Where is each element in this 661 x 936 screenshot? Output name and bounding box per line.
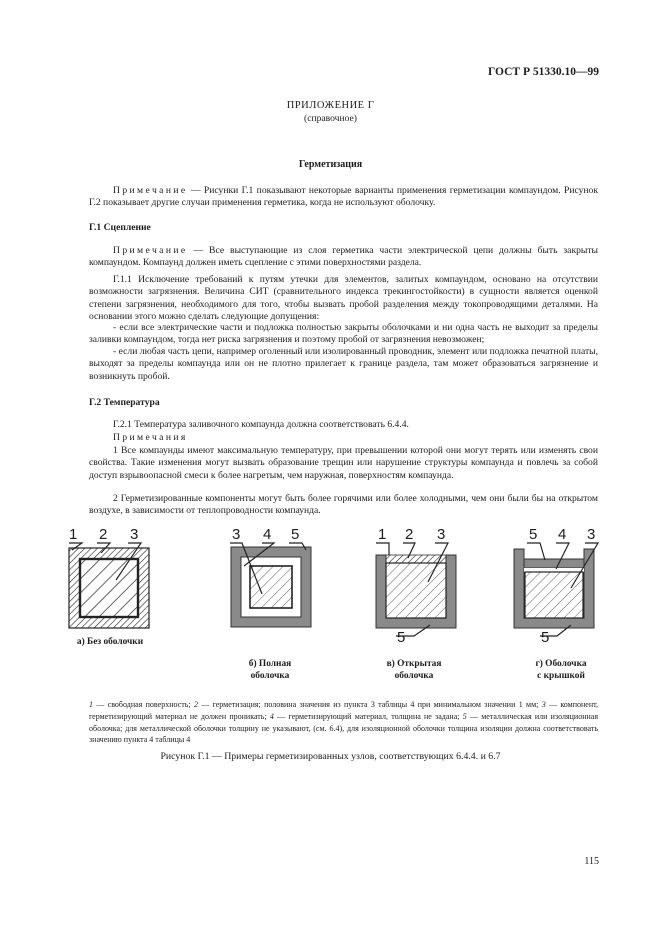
g1-note-text: — Все выступающие из слоя герметика части электрической цепи должны быть закрыты компаундом. Компаунд должен иметь сцепление с этими поверхностями раздела.	[89, 245, 598, 269]
figure-d-label-5: 5	[529, 526, 538, 543]
g2-note-2: 2 Герметизированные компоненты могут быть более горячими или более холодными, чем они были бы на открытом воздухе, в зависимости от теплопроводности компаунда.	[89, 493, 598, 517]
legend-num-1: 1	[89, 700, 93, 709]
figure-b-label-4: 4	[263, 526, 272, 543]
figure-c-caption-line-1: в) Открытая	[386, 659, 442, 669]
g2-note-1: 1 Все компаунды имеют максимальную температуру, при превышении которой они могут терять или изменять свои свойства. Такие изменения могут вызвать образование трещин или нарушение структуры компаунда и повлечь за собой доступ взрывоопасной смеси к более нагретым, чем наружная, поверхностям компаунда.	[89, 445, 598, 481]
legend-text-1: — свободная поверхность;	[93, 700, 194, 709]
intro-note-text: — Рисунки Г.1 показывают некоторые варианты применения герметизации компаундом. Рисунок Г.2 показывает другие случаи применения герметика, когда не используют оболочку.	[89, 185, 598, 209]
g2-heading: Г.2 Температура	[89, 397, 160, 408]
figure-c-label-1: 1	[378, 526, 387, 543]
legend-num-2: 2	[193, 700, 198, 709]
figure-b-caption-line-2: оболочка	[250, 670, 290, 681]
figure-d-label-3: 3	[587, 526, 596, 543]
figure-b-label-3: 3	[232, 526, 241, 543]
intro-note-label: Примечание	[113, 185, 188, 196]
g1-note-label: Примечание	[113, 245, 188, 256]
legend-num-5: 5	[462, 711, 467, 721]
component-hatch	[81, 560, 137, 616]
figure-c-caption-line-2: оболочка	[394, 670, 434, 681]
figure-c-label-3: 3	[437, 526, 446, 543]
g1-paragraph-2: - если все электрические части и подложка полностью закрыты оболочками и ни одна часть не выходит за пределы заливки компаундом, тогда нет риска загрязнения и поэтому пробой от загрязнения невозможен;	[89, 322, 598, 346]
figure-a-caption: а) Без оболочки	[76, 637, 144, 647]
figure-a-label-3: 3	[130, 526, 139, 543]
g1-heading: Г.1 Сцепление	[89, 222, 151, 233]
page-number: 115	[584, 856, 599, 867]
figure-d-caption-line-2: с крышкой	[537, 670, 585, 681]
appendix-title: ПРИЛОЖЕНИЕ Г	[286, 100, 375, 111]
legend-text-2: — герметизация; половина значения из пункта 3 таблицы 4 при минимальном значении 1 мм;	[197, 700, 542, 709]
intro-note	[89, 185, 598, 210]
legend-num-3: 3	[541, 700, 546, 709]
figure-c-label-5: 5	[397, 629, 406, 646]
legend-text-4: — герметизирующий материал, толщина не задана;	[273, 711, 463, 721]
figure-d-label-5-bottom: 5	[541, 629, 550, 646]
section-title: Герметизация	[298, 159, 363, 170]
figure-c-label-2: 2	[405, 526, 414, 543]
component	[525, 572, 583, 618]
figure-b-caption-line-1: б) Полная	[248, 659, 292, 669]
appendix-subtitle: (справочное)	[304, 113, 357, 124]
figure-c	[372, 522, 472, 647]
encapsulation-layer	[386, 555, 446, 563]
standard-number: ГОСТ Р 51330.10—99	[488, 66, 599, 78]
figure-d-caption-line-1: г) Оболочка	[535, 659, 587, 669]
leader-line-1	[376, 543, 389, 555]
figure-caption: Рисунок Г.1 — Примеры герметизированных узлов, соответствующих 6.4.4. и 6.7	[160, 751, 501, 762]
figure-d	[511, 522, 611, 647]
figure-b-caption	[220, 659, 320, 682]
g1-paragraph-3: - если любая часть цепи, например оголенный или изолированный проводник, элемент или подложка печатной платы, выходят за пределы компаунда или он не плотно прилегает к границе раздела, там может образоваться загрязнение и возникнуть пробой.	[89, 346, 598, 382]
component	[250, 566, 292, 608]
figure-legend	[89, 699, 598, 746]
figure-d-caption	[511, 659, 611, 682]
component	[386, 563, 446, 618]
figure-b-label-5: 5	[291, 526, 300, 543]
figure-a-label-1: 1	[69, 526, 78, 543]
legend-text-5: — металлическая или изоляционная оболочка; для металлической оболочки толщину не указывают, (см. 6.4), для изоляционной оболочки толщина изоляции должна соответствовать значению пункта 4 таблицы 4	[89, 711, 598, 745]
figure-b	[228, 522, 318, 632]
g2-notes-label: Примечания	[113, 432, 188, 443]
g1-note	[89, 245, 598, 270]
cover	[524, 559, 584, 568]
legend-num-4: 4	[269, 711, 274, 721]
figure-d-label-4: 4	[558, 526, 567, 543]
figure-a-label-2: 2	[99, 526, 108, 543]
g1-paragraph-1: Г.1.1 Исключение требований к путям утечки для элементов, залитых компаундом, основано на отсутствии возможности загрязнения. Величина СИТ (сравнительного индекса трекингостойкости) в сущности является оценкой степени загрязнения, необходимого для того, чтобы вызвать пробой разделения между токопроводящими деталями. На основании этого можно сделать следующие допущения:	[89, 274, 598, 323]
figure-c-caption	[364, 659, 464, 682]
figure-a	[66, 522, 156, 632]
leader-line-5	[527, 543, 545, 560]
legend-text-3: — компонент, герметизирующий материал не должен проникать;	[89, 700, 599, 721]
g2-paragraph-1: Г.2.1 Температура заливочного компаунда должна соответствовать 6.4.4.	[113, 419, 409, 430]
